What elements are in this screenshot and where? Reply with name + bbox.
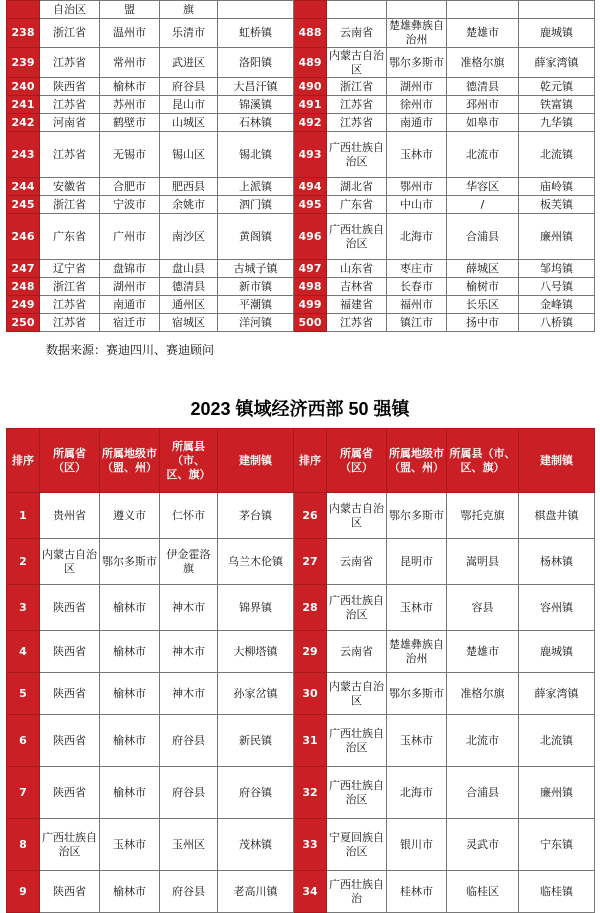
- rank-cell: 243: [7, 132, 40, 178]
- rank-cell: 3: [7, 585, 40, 631]
- table-cell: 广西壮族自治区: [327, 715, 387, 767]
- table-cell: 府谷县: [160, 78, 218, 96]
- table-cell: 玉林市: [100, 819, 160, 871]
- rank-cell: 499: [294, 296, 327, 314]
- table-cell: 江苏省: [40, 314, 100, 332]
- table-cell: 长乐区: [447, 296, 519, 314]
- rank-cell: 244: [7, 178, 40, 196]
- rank-cell: 31: [294, 715, 327, 767]
- rank-cell: 500: [294, 314, 327, 332]
- table-row: [7, 871, 595, 913]
- table-cell: 榆林市: [100, 767, 160, 819]
- table-cell: 八桥镇: [519, 314, 595, 332]
- table-cell: 鄂尔多斯市: [387, 673, 447, 715]
- table-cell: 鹤壁市: [100, 114, 160, 132]
- table-cell: 宁东镇: [519, 819, 595, 871]
- table-cell: 板芙镇: [519, 196, 595, 214]
- table-cell: 江苏省: [327, 96, 387, 114]
- table-cell: 华容区: [447, 178, 519, 196]
- table-cell: 铁富镇: [519, 96, 595, 114]
- table-cell: 中山市: [387, 196, 447, 214]
- table-cell: 吉林省: [327, 278, 387, 296]
- table-cell: 广西壮族自治区: [327, 132, 387, 178]
- table-cell: 茅台镇: [218, 493, 294, 539]
- table-cell: 鹿城镇: [519, 19, 595, 48]
- table-row: [7, 631, 595, 673]
- table-cell: 内蒙古自治区: [40, 539, 100, 585]
- table-cell: 虹桥镇: [218, 19, 294, 48]
- column-header: 建制镇: [218, 429, 294, 493]
- table-cell: 九华镇: [519, 114, 595, 132]
- table-cell: 府谷县: [160, 767, 218, 819]
- table-cell: 广西壮族自治区: [40, 819, 100, 871]
- table-cell: 余姚市: [160, 196, 218, 214]
- table-cell: [218, 1, 294, 19]
- table-row: [7, 96, 595, 114]
- rank-cell: 245: [7, 196, 40, 214]
- table-cell: 内蒙古自治区: [327, 48, 387, 78]
- rank-cell: 241: [7, 96, 40, 114]
- table-cell: 锡山区: [160, 132, 218, 178]
- table-cell: 杨林镇: [519, 539, 595, 585]
- west-top50-table: [6, 428, 595, 913]
- table-cell: 盘山县: [160, 260, 218, 278]
- rank-cell: 6: [7, 715, 40, 767]
- table-row: [7, 767, 595, 819]
- table-cell: 北流镇: [519, 132, 595, 178]
- rank-cell: 249: [7, 296, 40, 314]
- table-cell: 老高川镇: [218, 871, 294, 913]
- table-cell: 福州市: [387, 296, 447, 314]
- table-cell: 常州市: [100, 48, 160, 78]
- table-cell: 江苏省: [40, 296, 100, 314]
- table-cell: 江苏省: [327, 314, 387, 332]
- table-cell: 孙家岔镇: [218, 673, 294, 715]
- table-cell: 陕西省: [40, 631, 100, 673]
- table-cell: 神木市: [160, 631, 218, 673]
- table-cell: 府谷县: [160, 715, 218, 767]
- table-cell: 锦溪镇: [218, 96, 294, 114]
- rank-cell: 4: [7, 631, 40, 673]
- table-cell: 浙江省: [40, 278, 100, 296]
- rank-cell: 1: [7, 493, 40, 539]
- table-cell: 乐清市: [160, 19, 218, 48]
- table-cell: 德清县: [447, 78, 519, 96]
- table-cell: 德清县: [160, 278, 218, 296]
- rank-cell: 488: [294, 19, 327, 48]
- table-cell: 邳州市: [447, 96, 519, 114]
- table-cell: 榆林市: [100, 78, 160, 96]
- table-cell: 大柳塔镇: [218, 631, 294, 673]
- rank-cell: 26: [294, 493, 327, 539]
- rank-cell: 2: [7, 539, 40, 585]
- column-header: 所属县（市、区、旗）: [447, 429, 519, 493]
- table-cell: 鄂尔多斯市: [100, 539, 160, 585]
- table-cell: 棋盘井镇: [519, 493, 595, 539]
- table-cell: 广西壮族自治区: [327, 214, 387, 260]
- table-cell: 温州市: [100, 19, 160, 48]
- table-cell: 玉州区: [160, 819, 218, 871]
- table-cell: 陕西省: [40, 715, 100, 767]
- rank-cell: 240: [7, 78, 40, 96]
- table-cell: 扬中市: [447, 314, 519, 332]
- table-cell: 泗门镇: [218, 196, 294, 214]
- rank-cell: 492: [294, 114, 327, 132]
- table-cell: 武进区: [160, 48, 218, 78]
- table-cell: 榆林市: [100, 631, 160, 673]
- table-cell: 云南省: [327, 539, 387, 585]
- rank-cell: 494: [294, 178, 327, 196]
- rank-cell: 495: [294, 196, 327, 214]
- table-cell: 容州镇: [519, 585, 595, 631]
- table-cell: 陕西省: [40, 673, 100, 715]
- table-cell: 陕西省: [40, 871, 100, 913]
- table-cell: 准格尔旗: [447, 673, 519, 715]
- table-cell: 临桂区: [447, 871, 519, 913]
- top-ranking-table: [6, 0, 595, 332]
- table-row: [7, 1, 595, 19]
- table-cell: 乾元镇: [519, 78, 595, 96]
- table-row: [7, 296, 595, 314]
- table-cell: 福建省: [327, 296, 387, 314]
- table-cell: 洋河镇: [218, 314, 294, 332]
- table-cell: 山城区: [160, 114, 218, 132]
- table-cell: 大昌汗镇: [218, 78, 294, 96]
- table-cell: 昆山市: [160, 96, 218, 114]
- table-cell: 广西壮族自治: [327, 871, 387, 913]
- table-cell: 八号镇: [519, 278, 595, 296]
- rank-cell: 8: [7, 819, 40, 871]
- rank-cell: 242: [7, 114, 40, 132]
- table-cell: 南通市: [387, 114, 447, 132]
- table-cell: 鄂尔多斯市: [387, 493, 447, 539]
- table-cell: 北流市: [447, 715, 519, 767]
- table-cell: 陕西省: [40, 585, 100, 631]
- table-cell: 准格尔旗: [447, 48, 519, 78]
- table-cell: 镇江市: [387, 314, 447, 332]
- column-header: 所属县（市、区、旗）: [160, 429, 218, 493]
- table-cell: 长春市: [387, 278, 447, 296]
- column-header: 所属省（区）: [40, 429, 100, 493]
- rank-cell: 491: [294, 96, 327, 114]
- table-cell: 新民镇: [218, 715, 294, 767]
- table-cell: 榆林市: [100, 673, 160, 715]
- table-cell: 薛城区: [447, 260, 519, 278]
- table-cell: 合浦县: [447, 767, 519, 819]
- column-header: 所属省（区）: [327, 429, 387, 493]
- table-cell: 广州市: [100, 214, 160, 260]
- table-cell: 陕西省: [40, 767, 100, 819]
- table-row: [7, 715, 595, 767]
- table-cell: 府谷县: [160, 871, 218, 913]
- table-cell: 邹坞镇: [519, 260, 595, 278]
- table-cell: 通州区: [160, 296, 218, 314]
- rank-cell: 29: [294, 631, 327, 673]
- rank-cell: 239: [7, 48, 40, 78]
- table-cell: 云南省: [327, 631, 387, 673]
- rank-cell: 27: [294, 539, 327, 585]
- table-cell: 北流镇: [519, 715, 595, 767]
- table-cell: 灵武市: [447, 819, 519, 871]
- table-cell: 伊金霍洛旗: [160, 539, 218, 585]
- table-cell: 薛家湾镇: [519, 48, 595, 78]
- table-header-row: [7, 429, 595, 493]
- table-cell: 旗: [160, 1, 218, 19]
- table-row: [7, 493, 595, 539]
- table-cell: 金峰镇: [519, 296, 595, 314]
- page-title: 2023 镇域经济西部 50 强镇: [190, 399, 410, 419]
- rank-cell: 7: [7, 767, 40, 819]
- table-cell: 锦界镇: [218, 585, 294, 631]
- table-cell: 银川市: [387, 819, 447, 871]
- table-cell: 辽宁省: [40, 260, 100, 278]
- table-cell: 湖州市: [387, 78, 447, 96]
- column-header: 建制镇: [519, 429, 595, 493]
- table-cell: 楚雄彝族自治州: [387, 19, 447, 48]
- table-cell: 合肥市: [100, 178, 160, 196]
- table-row: [7, 19, 595, 48]
- table-cell: 自治区: [40, 1, 100, 19]
- table-cell: 宿迁市: [100, 314, 160, 332]
- table-cell: 神木市: [160, 673, 218, 715]
- rank-cell: 28: [294, 585, 327, 631]
- rank-cell: 497: [294, 260, 327, 278]
- table-cell: 徐州市: [387, 96, 447, 114]
- rank-cell: 33: [294, 819, 327, 871]
- table-cell: 北海市: [387, 767, 447, 819]
- table-cell: 上派镇: [218, 178, 294, 196]
- table-cell: 陕西省: [40, 78, 100, 96]
- table-row: [7, 196, 595, 214]
- table-cell: 玉林市: [387, 585, 447, 631]
- table-cell: 榆树市: [447, 278, 519, 296]
- table-cell: 宁夏回族自治区: [327, 819, 387, 871]
- table-cell: 宿城区: [160, 314, 218, 332]
- column-header: 所属地级市（盟、州）: [100, 429, 160, 493]
- table-cell: 乌兰木伦镇: [218, 539, 294, 585]
- rank-cell: 246: [7, 214, 40, 260]
- data-source-note: 数据来源：赛迪四川、赛迪顾问: [46, 343, 215, 357]
- table-cell: 玉林市: [387, 715, 447, 767]
- table-cell: 广西壮族自治区: [327, 585, 387, 631]
- table-cell: 榆林市: [100, 715, 160, 767]
- table-cell: 贵州省: [40, 493, 100, 539]
- rank-cell: 498: [294, 278, 327, 296]
- rank-cell: 493: [294, 132, 327, 178]
- table-cell: 浙江省: [327, 78, 387, 96]
- table-cell: 内蒙古自治区: [327, 493, 387, 539]
- table-cell: 鄂托克旗: [447, 493, 519, 539]
- table-cell: 合浦县: [447, 214, 519, 260]
- table-cell: 榆林市: [100, 871, 160, 913]
- table-cell: 楚雄市: [447, 19, 519, 48]
- table-row: [7, 539, 595, 585]
- table-cell: 湖州市: [100, 278, 160, 296]
- table-cell: 山东省: [327, 260, 387, 278]
- table-cell: 盟: [100, 1, 160, 19]
- table-cell: 枣庄市: [387, 260, 447, 278]
- table-cell: 黄阁镇: [218, 214, 294, 260]
- table-cell: 鹿城镇: [519, 631, 595, 673]
- table-cell: 肥西县: [160, 178, 218, 196]
- table-cell: 锡北镇: [218, 132, 294, 178]
- table-cell: 湖北省: [327, 178, 387, 196]
- table-cell: 玉林市: [387, 132, 447, 178]
- table-cell: 古城子镇: [218, 260, 294, 278]
- rank-cell: 250: [7, 314, 40, 332]
- table-cell: 江苏省: [40, 96, 100, 114]
- table-row: [7, 278, 595, 296]
- table-cell: 宁波市: [100, 196, 160, 214]
- table-cell: 无锡市: [100, 132, 160, 178]
- table-cell: 云南省: [327, 19, 387, 48]
- table-cell: 容县: [447, 585, 519, 631]
- rank-cell: 34: [294, 871, 327, 913]
- rank-cell: 247: [7, 260, 40, 278]
- table-cell: 河南省: [40, 114, 100, 132]
- table-cell: 北海市: [387, 214, 447, 260]
- rank-cell: 32: [294, 767, 327, 819]
- rank-cell: 5: [7, 673, 40, 715]
- table-row: [7, 214, 595, 260]
- table-cell: 廉州镇: [519, 767, 595, 819]
- table-cell: /: [447, 196, 519, 214]
- table-cell: 盘锦市: [100, 260, 160, 278]
- table-cell: 仁怀市: [160, 493, 218, 539]
- rank-cell: 30: [294, 673, 327, 715]
- table-row: [7, 114, 595, 132]
- table-cell: 内蒙古自治区: [327, 673, 387, 715]
- table-cell: 北流市: [447, 132, 519, 178]
- table-row: [7, 78, 595, 96]
- table-cell: 广东省: [327, 196, 387, 214]
- table-cell: 临桂镇: [519, 871, 595, 913]
- table-row: [7, 673, 595, 715]
- table-cell: 庙岭镇: [519, 178, 595, 196]
- rank-cell: 490: [294, 78, 327, 96]
- table-cell: 府谷镇: [218, 767, 294, 819]
- table-cell: 苏州市: [100, 96, 160, 114]
- table-cell: 遵义市: [100, 493, 160, 539]
- column-header: 排序: [294, 429, 327, 493]
- table-cell: 江苏省: [40, 132, 100, 178]
- table-cell: 如皋市: [447, 114, 519, 132]
- column-header: 排序: [7, 429, 40, 493]
- table-cell: 廉州镇: [519, 214, 595, 260]
- table-cell: 石林镇: [218, 114, 294, 132]
- table-cell: 浙江省: [40, 19, 100, 48]
- rank-cell: 9: [7, 871, 40, 913]
- table-cell: 神木市: [160, 585, 218, 631]
- table-cell: 新市镇: [218, 278, 294, 296]
- table-cell: 薛家湾镇: [519, 673, 595, 715]
- table-cell: 江苏省: [40, 48, 100, 78]
- table-cell: 茂林镇: [218, 819, 294, 871]
- table-row: [7, 314, 595, 332]
- table-cell: 榆林市: [100, 585, 160, 631]
- column-header: 所属地级市（盟、州）: [387, 429, 447, 493]
- table-cell: 昆明市: [387, 539, 447, 585]
- table-cell: 南沙区: [160, 214, 218, 260]
- table-cell: 楚雄市: [447, 631, 519, 673]
- table-cell: 嵩明县: [447, 539, 519, 585]
- table-cell: 鄂州市: [387, 178, 447, 196]
- table-cell: 平潮镇: [218, 296, 294, 314]
- rank-cell: 496: [294, 214, 327, 260]
- table-cell: 安徽省: [40, 178, 100, 196]
- table-cell: 广东省: [40, 214, 100, 260]
- table-row: [7, 819, 595, 871]
- table-row: [7, 260, 595, 278]
- table-row: [7, 178, 595, 196]
- table-cell: 南通市: [100, 296, 160, 314]
- table-cell: 江苏省: [327, 114, 387, 132]
- rank-cell: 248: [7, 278, 40, 296]
- rank-cell: 489: [294, 48, 327, 78]
- rank-cell: 238: [7, 19, 40, 48]
- table-row: [7, 585, 595, 631]
- table-cell: 广西壮族自治区: [327, 767, 387, 819]
- table-cell: 浙江省: [40, 196, 100, 214]
- table-cell: 鄂尔多斯市: [387, 48, 447, 78]
- table-cell: 桂林市: [387, 871, 447, 913]
- table-row: [7, 48, 595, 78]
- table-cell: 楚雄彝族自治州: [387, 631, 447, 673]
- table-row: [7, 132, 595, 178]
- table-cell: 洛阳镇: [218, 48, 294, 78]
